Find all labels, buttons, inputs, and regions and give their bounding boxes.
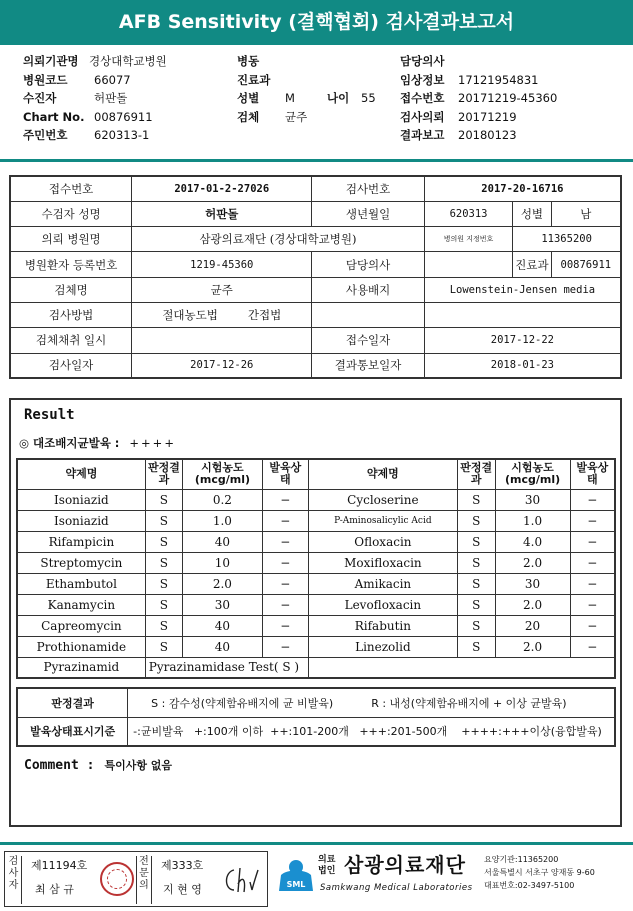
accept-label: 접수일자 [312, 328, 424, 353]
medium-label: 사용배지 [312, 277, 424, 302]
header-value: 620313-1 [94, 128, 150, 142]
header-label: 담당의사 [400, 54, 445, 68]
header-label: 수진자 [23, 91, 57, 105]
concentration: 40 [182, 531, 262, 552]
tester-seal-icon [100, 862, 134, 896]
column-header: 판정결과 [457, 459, 495, 489]
concentration: 30 [495, 573, 570, 594]
header-col-3 [400, 52, 557, 145]
table-row [17, 531, 615, 552]
judgement: S [457, 531, 495, 552]
control-growth [19, 435, 176, 451]
empty-cell [424, 302, 621, 327]
column-header: 약제명 [308, 459, 457, 489]
dob-label: 생년월일 [312, 201, 424, 226]
drug-name: Isoniazid [17, 510, 145, 531]
header-value: M [285, 91, 295, 105]
care-no: 요양기관:11365200 [484, 855, 559, 864]
header-label: 진료과 [237, 72, 271, 87]
drug-name: P-Aminosalicylic Acid [308, 510, 457, 531]
growth-status: − [262, 531, 308, 552]
header-label: 검체 [237, 109, 260, 124]
drug-name: Amikacin [308, 573, 457, 594]
table-row [17, 594, 615, 615]
judgement: S [457, 615, 495, 636]
corp-english-name: Samkwang Medical Laboratories [320, 883, 473, 893]
sex: 남 [551, 201, 621, 226]
drug-name: Cycloserine [308, 489, 457, 510]
signature-icon [220, 862, 260, 898]
header-col-1 [23, 52, 167, 145]
header-label: 주민번호 [23, 128, 68, 142]
drug-name: Linezolid [308, 636, 457, 657]
growth-status: − [262, 615, 308, 636]
comment-value: 특이사항 없음 [104, 759, 173, 772]
concentration: 30 [182, 594, 262, 615]
report-date-label: 결과통보일자 [312, 353, 424, 378]
concentration: 2.0 [495, 594, 570, 615]
method-label: 검사방법 [10, 302, 132, 327]
growth-status: − [262, 552, 308, 573]
signature-box [4, 851, 268, 907]
table-row [17, 510, 615, 531]
concentration: 2.0 [495, 636, 570, 657]
dept: 00876911 [551, 252, 621, 277]
column-header: 발육상태 [262, 459, 308, 489]
dob: 620313 [424, 201, 513, 226]
patient-reg-label: 병원환자 등록번호 [10, 252, 132, 277]
growth-status: − [570, 573, 615, 594]
tester-label: 검사자 [6, 856, 22, 904]
accept-date: 2017-12-22 [424, 328, 621, 353]
header-label: 의뢰기관명 [23, 54, 79, 68]
specimen-label: 검체명 [10, 277, 132, 302]
table-row [17, 636, 615, 657]
report-date: 2018-01-23 [424, 353, 621, 378]
specialist-name: 지 현 영 [163, 883, 202, 896]
drug-name: Ofloxacin [308, 531, 457, 552]
concentration: 2.0 [182, 573, 262, 594]
receipt-no: 2017-01-2-27026 [132, 176, 312, 201]
table-row [17, 489, 615, 510]
header-value: 20180123 [458, 128, 517, 142]
dept-label: 진료과 [513, 252, 551, 277]
growth-status: − [570, 552, 615, 573]
judge-r: R : 내성(약제함유배지에 + 이상 균발육) [371, 696, 567, 710]
growth-status: − [570, 615, 615, 636]
header-label: Chart No. [23, 109, 85, 124]
header-value: 17121954831 [458, 72, 539, 87]
footer [0, 842, 633, 911]
corp-name: 삼광의료재단 [344, 853, 466, 877]
pza-test: Pyrazinamidase Test( S ) [145, 657, 308, 678]
growth-status: − [570, 636, 615, 657]
header-value: 00876911 [94, 109, 153, 124]
method-1: 절대농도법 [162, 308, 218, 323]
judgement: S [457, 636, 495, 657]
column-header: 시험농도(mcg/ml) [182, 459, 262, 489]
judgement: S [145, 552, 182, 573]
header-label: 병동 [237, 54, 260, 68]
judgement: S [145, 636, 182, 657]
judgement: S [145, 489, 182, 510]
tester-no: 제11194호 [31, 859, 88, 872]
specialist-no: 제333호 [161, 859, 204, 872]
judge-label: 판정결과 [17, 688, 128, 717]
header-label: 결과보고 [400, 128, 445, 142]
growth-status: − [262, 489, 308, 510]
growth-status: − [570, 531, 615, 552]
concentration: 1.0 [182, 510, 262, 531]
test-date-label: 검사일자 [10, 353, 132, 378]
column-header: 판정결과 [145, 459, 182, 489]
judgement: S [457, 552, 495, 573]
header-value: 허판돌 [94, 91, 128, 105]
result-section [9, 398, 622, 827]
growth-status: − [262, 573, 308, 594]
collect [132, 328, 312, 353]
pza-row [17, 657, 615, 678]
concentration: 0.2 [182, 489, 262, 510]
growth-status: − [570, 510, 615, 531]
method-2: 간접법 [247, 308, 282, 323]
drug-name: Ethambutol [17, 573, 145, 594]
growth-status: − [262, 594, 308, 615]
empty-cell [308, 657, 615, 678]
collect-label: 검체채취 일시 [10, 328, 132, 353]
header-label: 성별 [237, 91, 260, 105]
column-header: 시험농도(mcg/ml) [495, 459, 570, 489]
header-divider [0, 159, 633, 162]
hospital-label: 의뢰 병원명 [10, 227, 132, 252]
doctor-label: 담당의사 [312, 252, 424, 277]
header-label: 검사의뢰 [400, 109, 445, 124]
control-growth-value: ++++ [129, 436, 176, 450]
judgement: S [457, 594, 495, 615]
header-value: 경상대학교병원 [89, 54, 167, 68]
drug-name: Moxifloxacin [308, 552, 457, 573]
address: 서울특별시 서초구 양재동 9-60 [484, 868, 595, 877]
concentration: 4.0 [495, 531, 570, 552]
test-no-label: 검사번호 [312, 176, 424, 201]
patient-info-table [9, 175, 622, 379]
growth-status: − [262, 510, 308, 531]
drug-name: Rifampicin [17, 531, 145, 552]
concentration: 40 [182, 636, 262, 657]
concentration: 10 [182, 552, 262, 573]
judgement: S [145, 573, 182, 594]
table-row [17, 573, 615, 594]
header-value: 20171219-45360 [458, 91, 558, 105]
drug-name: Prothionamide [17, 636, 145, 657]
header-value: 균주 [285, 109, 308, 124]
concentration: 2.0 [495, 552, 570, 573]
logo-text: SML [286, 880, 306, 889]
judgement: S [145, 594, 182, 615]
drug-name: Levofloxacin [308, 594, 457, 615]
judgement: S [145, 531, 182, 552]
patient-reg: 1219-45360 [132, 252, 312, 277]
specialist-label: 전문의 [136, 856, 152, 904]
report-title: AFB Sensitivity (결핵협회) 검사결과보고서 [0, 0, 633, 45]
name-label: 수검자 성명 [10, 201, 132, 226]
corp-type: 의료법인 [318, 855, 336, 876]
judgement: S [457, 510, 495, 531]
test-no: 2017-20-16716 [424, 176, 621, 201]
header-label: 임상정보 [400, 72, 445, 87]
result-title: Result [24, 407, 75, 423]
drug-name: Streptomycin [17, 552, 145, 573]
table-row [17, 552, 615, 573]
growth-status: − [570, 594, 615, 615]
drug-name: Capreomycin [17, 615, 145, 636]
age-label: 나이 [327, 91, 350, 105]
method [132, 302, 312, 327]
header-value: 20171219 [458, 109, 517, 124]
empty-cell [312, 302, 424, 327]
header-col-2 [237, 52, 376, 126]
tester-name: 최 삼 규 [35, 883, 74, 896]
growth-status: − [570, 489, 615, 510]
test-date: 2017-12-26 [132, 353, 312, 378]
growth-legend: -:균비발육 +:100개 이하 ++:101-200개 +++:201-500개 ++++:+++이상(융합발육) [128, 717, 615, 746]
judgement: S [457, 573, 495, 594]
medium: Lowenstein-Jensen media [424, 277, 621, 302]
designated-no: 11365200 [513, 227, 621, 252]
sex-label: 성별 [513, 201, 551, 226]
phone: 대표번호:02-3497-5100 [484, 881, 575, 890]
designated-label: 병의원 지정번호 [424, 227, 513, 252]
sensitivity-table [16, 458, 616, 679]
comment [24, 757, 172, 773]
judgement: S [457, 489, 495, 510]
patient-name: 허판돌 [132, 201, 312, 226]
legend-table [16, 687, 616, 747]
column-header: 발육상태 [570, 459, 615, 489]
pza-drug: Pyrazinamid [17, 657, 145, 678]
judgement: S [145, 510, 182, 531]
judgement: S [145, 615, 182, 636]
receipt-no-label: 접수번호 [10, 176, 132, 201]
growth-label: 발육상태표시기준 [17, 717, 128, 746]
specimen: 균주 [132, 277, 312, 302]
sml-logo-icon [273, 851, 319, 897]
age-value: 55 [361, 91, 376, 105]
concentration: 1.0 [495, 510, 570, 531]
corp-info [484, 853, 595, 892]
concentration: 40 [182, 615, 262, 636]
header-value: 66077 [94, 72, 131, 87]
doctor [424, 252, 513, 277]
table-row [17, 615, 615, 636]
table-header-row [17, 459, 615, 489]
drug-name: Isoniazid [17, 489, 145, 510]
header-label: 병원코드 [23, 72, 68, 87]
hospital: 삼광의료재단 (경상대학교병원) [132, 227, 425, 252]
header-label: 접수번호 [400, 91, 445, 105]
judge-legend [128, 688, 615, 717]
column-header: 약제명 [17, 459, 145, 489]
judge-s: S : 감수성(약제함유배지에 균 비발육) [151, 696, 334, 710]
control-growth-label: ◎ 대조배지균발육 : [19, 436, 120, 450]
growth-status: − [262, 636, 308, 657]
concentration: 30 [495, 489, 570, 510]
comment-label: Comment : [24, 758, 95, 773]
concentration: 20 [495, 615, 570, 636]
drug-name: Rifabutin [308, 615, 457, 636]
drug-name: Kanamycin [17, 594, 145, 615]
